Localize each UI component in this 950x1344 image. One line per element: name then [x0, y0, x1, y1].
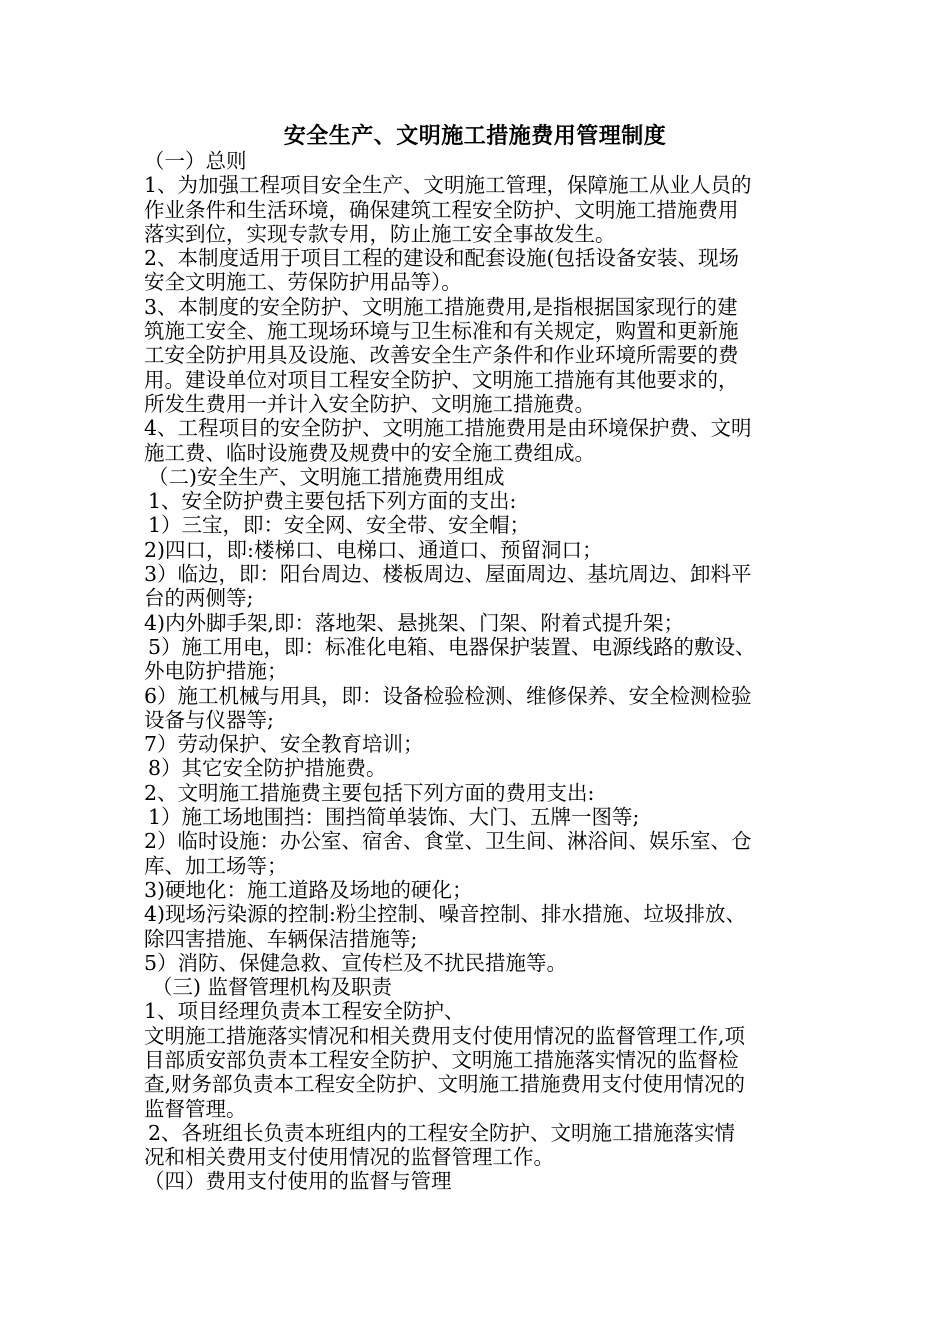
list-item: 7）劳动保护、安全教育培训； [144, 732, 424, 757]
list-item: 1）施工场地围挡：围挡简单装饰、大门、五牌一图等; [148, 805, 640, 830]
paragraph-line: 工安全防护用具及设施、改善安全生产条件和作业环境所需要的费 [144, 343, 739, 368]
list-item: 5）消防、保健急救、宣传栏及不扰民措施等。 [144, 950, 568, 975]
paragraph-line: 2、本制度适用于项目工程的建设和配套设施(包括设备安装、现场 [144, 246, 740, 271]
paragraph-line: 所发生费用一并计入安全防护、文明施工措施费。 [144, 391, 595, 416]
paragraph-line: 作业条件和生活环境，确保建筑工程安全防护、文明施工措施费用 [144, 197, 739, 222]
list-item: 5）施工用电，即：标准化电箱、电器保护装置、电源线路的敷设、 [148, 634, 756, 659]
list-item: 2）临时设施：办公室、宿舍、食堂、卫生间、淋浴间、娱乐室、仓 [144, 829, 752, 854]
paragraph-line: 查,财务部负责本工程安全防护、文明施工措施费用支付使用情况的 [144, 1072, 746, 1097]
paragraph-line: 1、安全防护费主要包括下列方面的支出: [148, 489, 517, 514]
paragraph-line: 1、为加强工程项目安全生产、文明施工管理，保障施工从业人员的 [144, 173, 752, 198]
document-body [144, 149, 824, 1194]
list-item: 除四害措施、车辆保洁措施等; [144, 926, 418, 951]
section-heading-fee-supervision: （四）费用支付使用的监督与管理 [144, 1169, 452, 1194]
paragraph-line: 2、文明施工措施费主要包括下列方面的费用支出: [144, 780, 595, 805]
paragraph-line: 用。建设单位对项目工程安全防护、文明施工措施有其他要求的， [144, 367, 739, 392]
paragraph-line: 文明施工措施落实情况和相关费用支付使用情况的监督管理工作,项 [144, 1023, 746, 1048]
paragraph-line: 况和相关费用支付使用情况的监督管理工作。 [144, 1145, 554, 1170]
paragraph-line: 4、工程项目的安全防护、文明施工措施费用是由环境保护费、文明 [144, 416, 752, 441]
paragraph-line: 目部质安部负责本工程安全防护、文明施工措施落实情况的监督检 [144, 1047, 739, 1072]
paragraph-line: 落实到位，实现专款专用，防止施工安全事故发生。 [144, 221, 616, 246]
document-title: 安全生产、文明施工措施费用管理制度 [283, 123, 667, 149]
section-heading-general: （一）总则 [144, 149, 247, 173]
list-item: 4)现场污染源的控制:粉尘控制、噪音控制、排水措施、垃圾排放、 [144, 902, 746, 927]
list-item: 3）临边，即：阳台周边、楼板周边、屋面周边、基坑周边、卸料平 [144, 562, 752, 587]
paragraph-line: 监督管理。 [144, 1096, 247, 1121]
list-item: 8）其它安全防护措施费。 [148, 756, 387, 781]
section-heading-supervision: （三) 监督管理机构及职责 [152, 975, 393, 1000]
paragraph-line: 施工费、临时设施费及规费中的安全施工费组成。 [144, 440, 595, 465]
list-item: 外电防护措施； [144, 659, 288, 684]
list-item: 3)硬地化：施工道路及场地的硬化； [144, 877, 473, 902]
list-item: 4)内外脚手架,即：落地架、悬挑架、门架、附着式提升架； [144, 610, 685, 635]
list-item: 设备与仪器等; [144, 707, 274, 732]
list-item: 1）三宝，即：安全网、安全带、安全帽； [148, 513, 531, 538]
paragraph-line: 2、各班组长负责本班组内的工程安全防护、文明施工措施落实情 [148, 1120, 736, 1145]
paragraph-line: 1、项目经理负责本工程安全防护、 [144, 999, 465, 1024]
paragraph-line: 3、本制度的安全防护、文明施工措施费用,是指根据国家现行的建 [144, 294, 738, 319]
list-item: 2)四口，即:楼梯口、电梯口、通道口、预留洞口； [144, 537, 603, 562]
section-heading-composition: （二)安全生产、文明施工措施费用组成 [148, 464, 505, 489]
list-item: 库、加工场等； [144, 853, 288, 878]
paragraph-line: 安全文明施工、劳保防护用品等）。 [144, 270, 462, 295]
list-item: 台的两侧等; [144, 586, 254, 611]
paragraph-line: 筑施工安全、施工现场环境与卫生标准和有关规定，购置和更新施 [144, 319, 739, 344]
list-item: 6）施工机械与用具，即：设备检验检测、维修保养、安全检测检验 [144, 683, 752, 708]
